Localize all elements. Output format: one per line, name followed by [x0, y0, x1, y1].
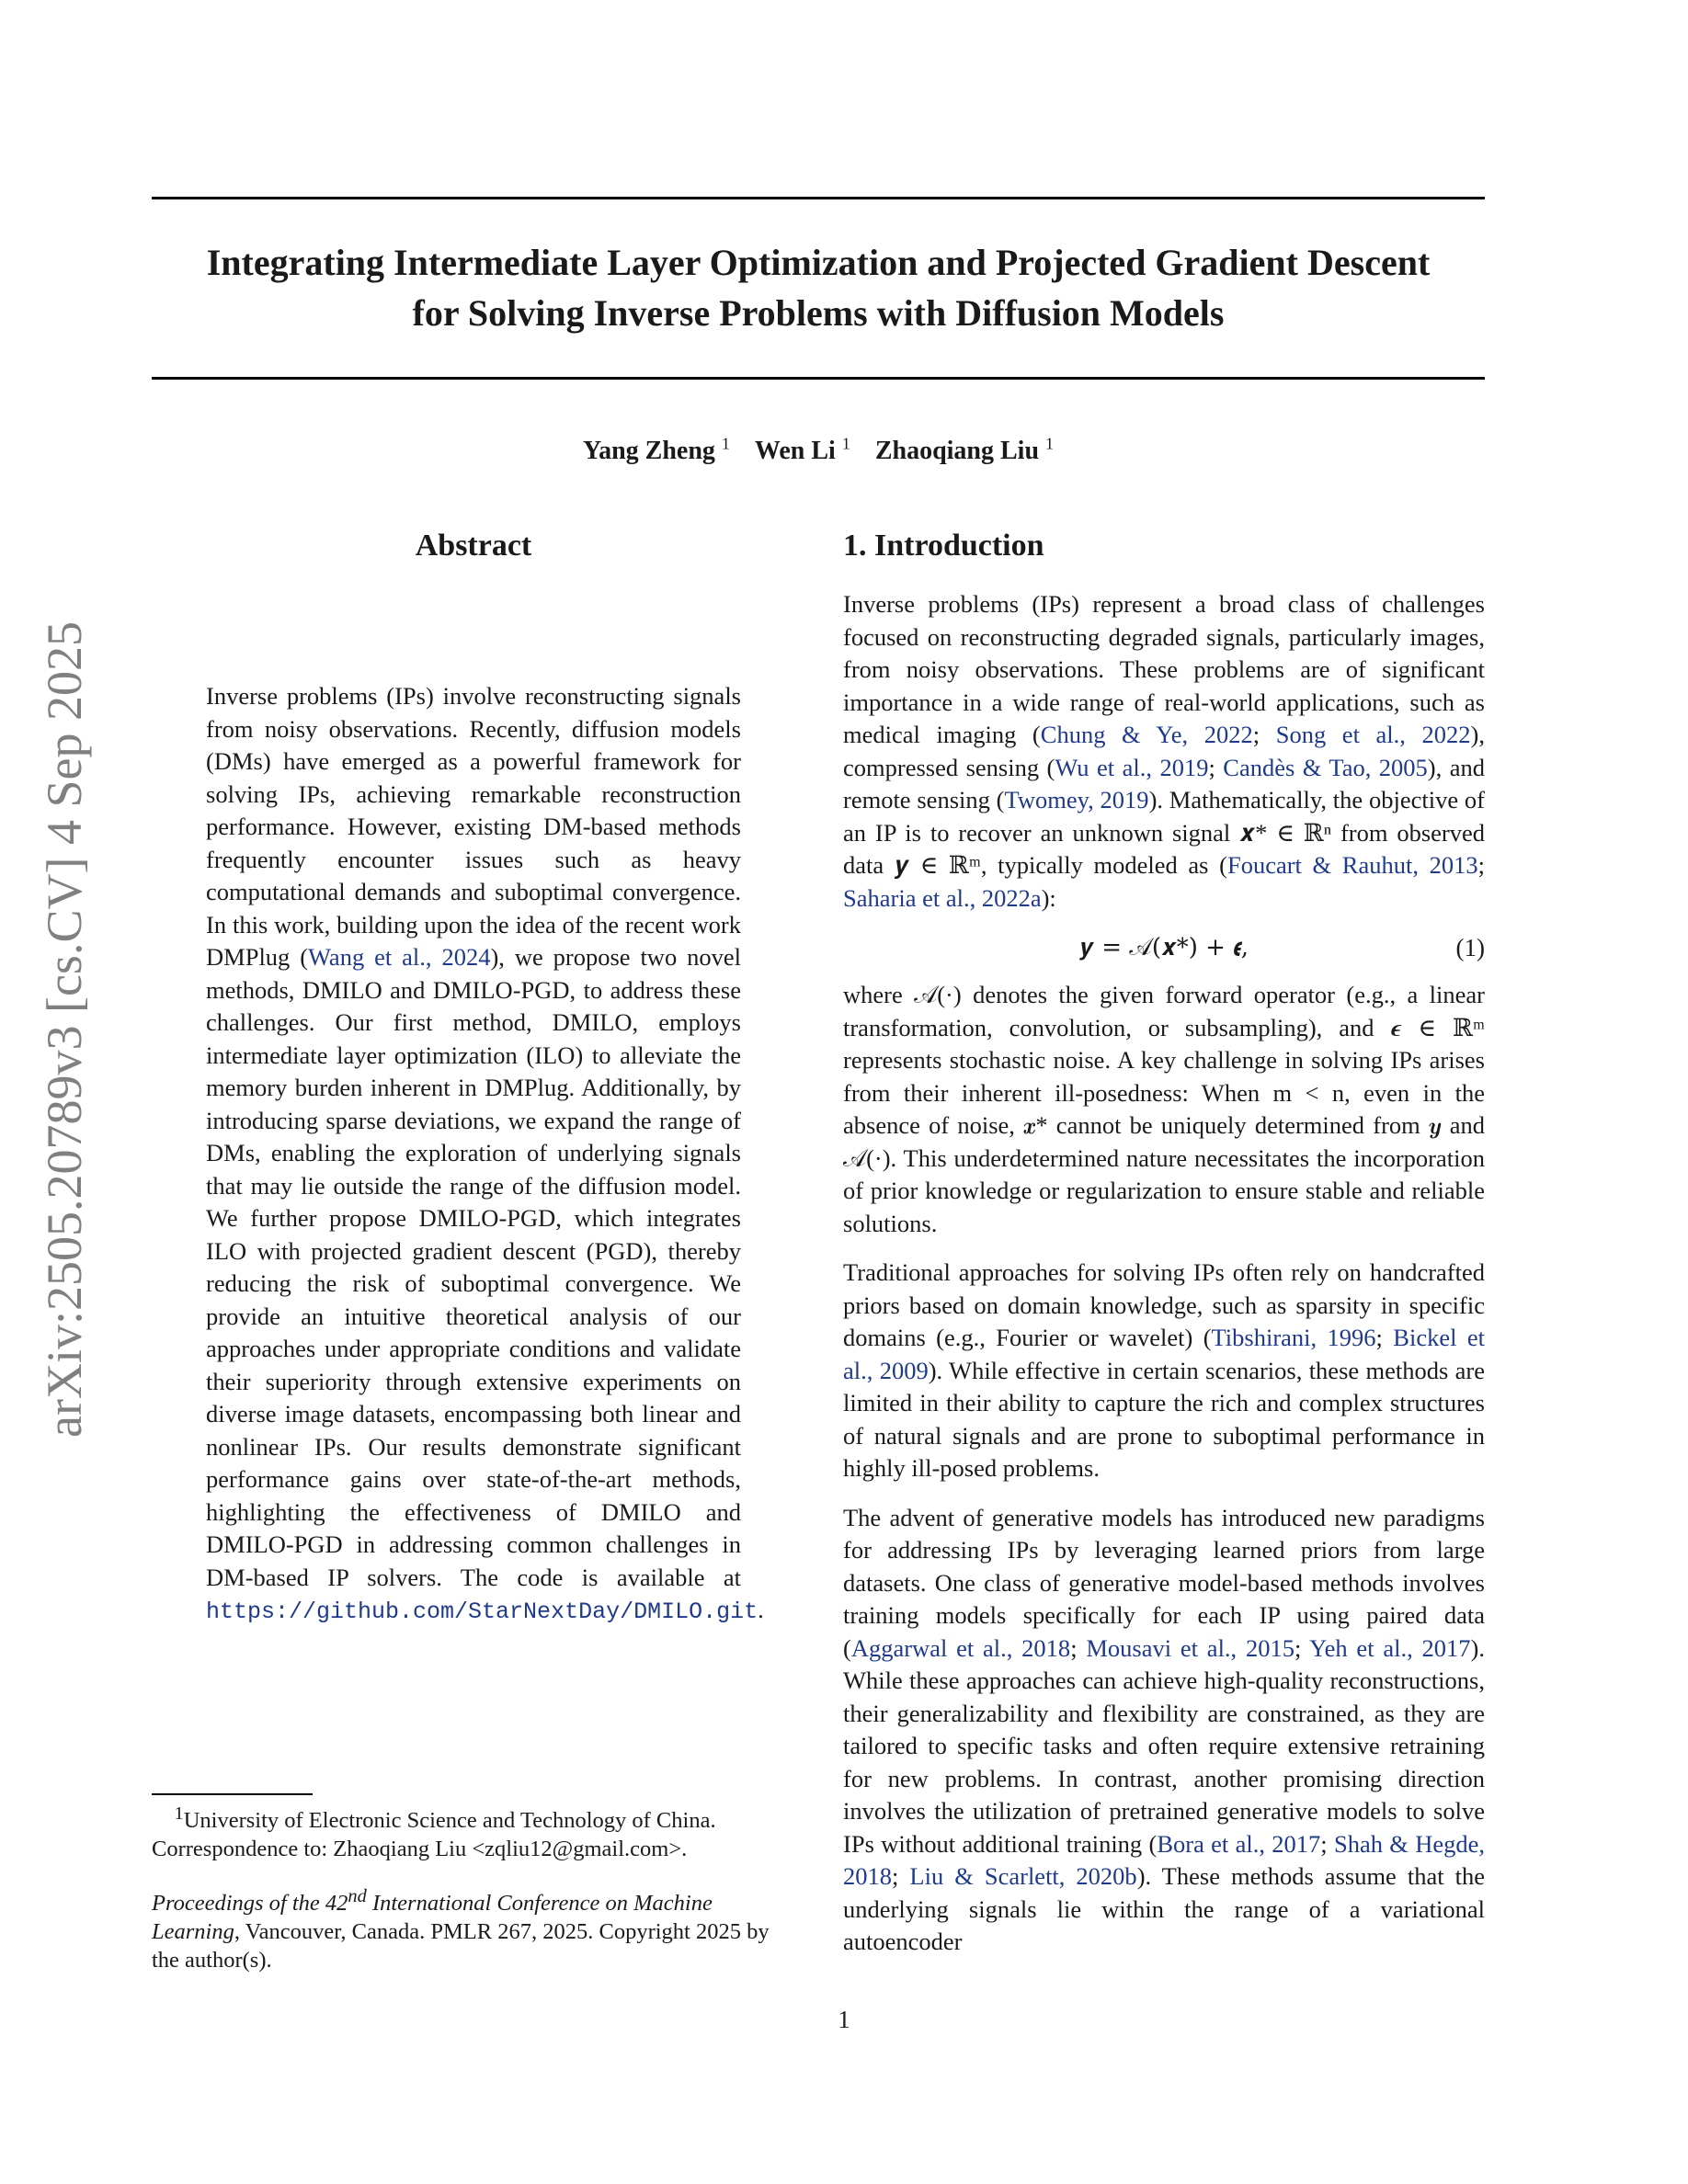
intro-paragraph-2: where 𝒜(·) denotes the given forward operator (e.g., a linear transformation, convolution, or subsampling), and 𝝐 ∈ ℝᵐ represents stochastic noise. A key challenge in solving IPs arises from their inherent ill-posedness: When m < n, even in the absence of noise, 𝒙* cannot be uniquely determined from 𝒚 and 𝒜(·). This underdetermined nature necessitates the incorporation of prior knowledge or regularization to ensure stable and reliable solutions. [843, 981, 1485, 1237]
introduction-heading: 1. Introduction [843, 529, 1044, 563]
intro-paragraph-3 [843, 1257, 1485, 1485]
citation-link[interactable]: Foucart & Rauhut, 2013 [1226, 851, 1478, 879]
equation-body: 𝒚 = 𝒜(𝒙*) + 𝝐, [1079, 934, 1249, 961]
affiliation-footnote: $^1$University of Electronic Science and Technology of China. Correspondence to: Zhaoqiang Liu <zqliu12@gmail.com>. [152, 1803, 716, 1862]
paragraph-text: ). These methods assume that the underlying signals lie within the range of a variational autoencoder [843, 1862, 1485, 1955]
code-url-link[interactable]: https://github.com/StarNextDay/DMILO.git [206, 1598, 758, 1625]
equation-number: (1) [1455, 934, 1485, 961]
citation-link[interactable]: Bickel et al., 2009 [843, 1324, 1485, 1384]
paragraph-text: Inverse problems (IPs) represent a broad class of challenges focused on reconstructing degraded signals, particularly images, from noisy observations. These problems are of significant importance in a wide range of real-world applications, such as medical imaging ( [843, 590, 1485, 748]
citation-link[interactable]: Liu & Scarlett, 2020b [909, 1862, 1137, 1890]
citation-link[interactable]: Wang et al., 2024 [308, 943, 491, 971]
citation-link[interactable]: Chung & Ye, 2022 [1040, 721, 1253, 748]
paragraph-text: The advent of generative models has introduced new paradigms for addressing IPs by leveraging learned priors from large datasets. One class of generative model-based methods involves training models specifically for each IP using paired data ( [843, 1503, 1485, 1662]
paragraph-text: ). While these approaches can achieve high-quality reconstructions, their generalizability and flexibility are constrained, as they are tailored to specific tasks and often require extensive retraining for new problems. In contrast, another promising direction involves the utilization of pretrained generative models to solve IPs without additional training ( [843, 1633, 1485, 1858]
citation-link[interactable]: Mousavi et al., 2015 [1086, 1633, 1295, 1662]
paragraph-text: ; [1252, 721, 1276, 748]
intro-paragraph-4 [843, 1502, 1485, 1959]
intro-paragraph-1 [843, 588, 1485, 915]
citation-link[interactable]: Twomey, 2019 [1004, 786, 1149, 813]
abstract-heading: Abstract [415, 529, 532, 563]
title-rule-bottom [152, 377, 1485, 380]
paragraph-text: Traditional approaches for solving IPs often rely on handcrafted priors based on domain knowledge, such as sparsity in specific domains (e.g., Fourier or wavelet) ( [843, 1258, 1485, 1351]
right-column [843, 522, 1485, 1959]
title-line-2: for Solving Inverse Problems with Diffusion Models [412, 292, 1225, 334]
page-number: 1 [838, 2006, 850, 2033]
title-line-1: Integrating Intermediate Layer Optimization and Projected Gradient Descent [206, 242, 1431, 283]
paragraph-text: ; [892, 1862, 910, 1890]
paragraph-text: ; [1208, 753, 1224, 781]
citation-link[interactable]: Song et al., 2022 [1275, 721, 1471, 748]
paragraph-text: ; [1294, 1633, 1310, 1662]
citation-link[interactable]: Tibshirani, 1996 [1211, 1324, 1376, 1351]
paragraph-text: ). While effective in certain scenarios, these methods are limited in their ability to capture the rich and complex structures of natural signals and are prone to suboptimal performance in highly ill-posed problems. [843, 1356, 1486, 1482]
proceedings-note: Proceedings of the 42nd International Conference on Machine Learning, Vancouver, Canada. PMLR 267, 2025. Copyright 2025 by the author(s). [152, 1886, 770, 1974]
citation-link[interactable]: Yeh et al., 2017 [1309, 1633, 1471, 1662]
paragraph-text: ), compressed sensing ( [843, 721, 1485, 781]
author-list [152, 435, 1485, 466]
paragraph-text: ; [1477, 851, 1485, 879]
footnote-rule [152, 1793, 313, 1795]
citation-link[interactable]: Candès & Tao, 2005 [1223, 753, 1428, 781]
paragraph-text: ; [1375, 1324, 1394, 1351]
author: Yang Zheng $^1$ [582, 435, 730, 466]
citation-link[interactable]: Aggarwal et al., 2018 [850, 1633, 1071, 1662]
equation-1 [843, 920, 1485, 975]
paper-title [152, 237, 1485, 338]
arxiv-stamp: arXiv:2505.20789v3 [cs.CV] 4 Sep 2025 [37, 621, 92, 1438]
paragraph-text: ; [1320, 1829, 1334, 1858]
abstract-text: Inverse problems (IPs) involve reconstructing signals from noisy observations. Recently, diffusion models (DMs) have emerged as a powerful framework for solving IPs, achieving remarkable reconstruction performance. However, existing DM-based methods frequently encounter issues such as heavy computational demands and suboptimal convergence. In this work, building upon the idea of the recent work DMPlug (Wang et al., 2024), we propose two novel methods, DMILO and DMILO-PGD, to address these challenges. Our first method, DMILO, employs intermediate layer optimization (ILO) to alleviate the memory burden inherent in DMPlug. Additionally, by introducing sparse deviations, we expand the range of DMs, enabling the exploration of underlying signals that may lie outside the range of the diffusion model. We further propose DMILO-PGD, which integrates ILO with projected gradient descent (PGD), thereby reducing the risk of suboptimal convergence. We provide an intuitive theoretical analysis of our approaches under appropriate conditions and validate their superiority through extensive experiments on diverse image datasets, encompassing both linear and nonlinear IPs. Our results demonstrate significant performance gains over state-of-the-art methods, highlighting the effectiveness of DMILO and DMILO-PGD in addressing common challenges in DM-based IP solvers. The code is available at https://github.com/StarNextDay/DMILO.git. [206, 682, 764, 1625]
paragraph-text: ; [1070, 1633, 1087, 1662]
left-column [206, 522, 764, 1629]
author: Wen Li $^1$ [754, 435, 850, 466]
citation-link[interactable]: Wu et al., 2019 [1055, 753, 1209, 781]
citation-link[interactable]: Saharia et al., 2022a [843, 883, 1042, 912]
citation-link[interactable]: Bora et al., 2017 [1157, 1829, 1321, 1858]
citation-link[interactable]: Shah & Hegde, 2018 [843, 1829, 1485, 1890]
title-rule-top [152, 197, 1485, 199]
paragraph-text: ), and remote sensing ( [843, 753, 1485, 813]
author: Zhaoqiang Liu $^1$ [874, 435, 1055, 466]
paragraph-text: ). Mathematically, the objective of an IP is to recover an unknown signal 𝒙* ∈ ℝⁿ from observed data 𝒚 ∈ ℝᵐ, typically modeled as ( [843, 786, 1485, 879]
paragraph-text: ): [1041, 883, 1056, 912]
